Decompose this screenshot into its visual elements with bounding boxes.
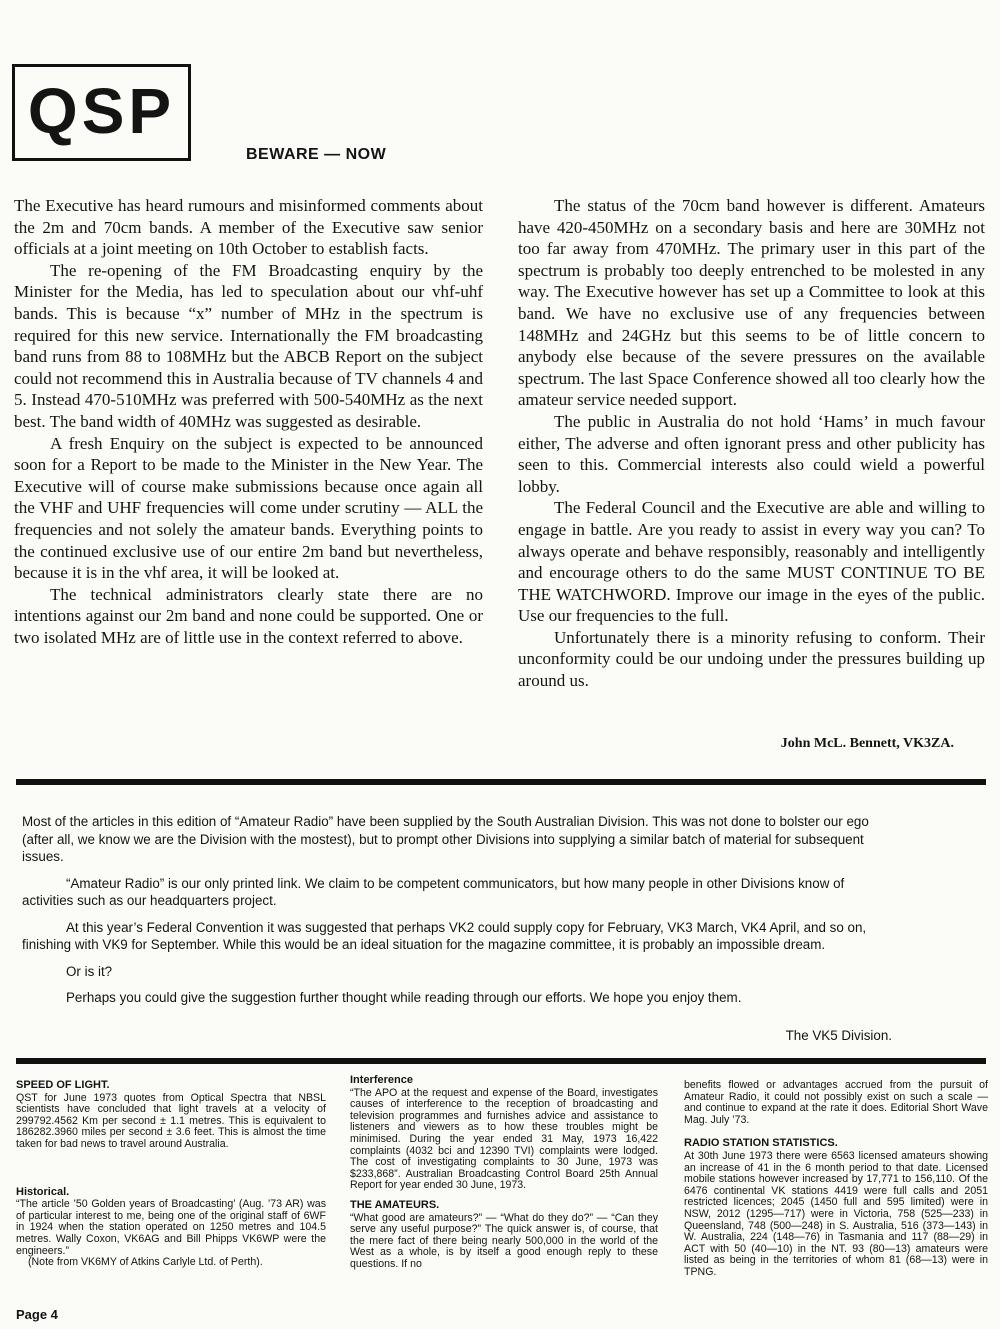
speed-of-light-heading: SPEED OF LIGHT. <box>16 1079 110 1091</box>
amateurs-heading: THE AMATEURS. <box>350 1198 440 1211</box>
bottom-column-1 <box>16 1080 326 1269</box>
page-number: Page 4 <box>16 1307 58 1322</box>
article-paragraph: A fresh Enquiry on the subject is expected to be announced soon for a Report to be made to the Minister in the New Year. The Executive will of course make submissions because once again all the VHF and UHF frequencies will come under scrutiny — ALL the frequencies and not solely the amateur bands. Everything points to the continued exclusive use of our entire 2m band but nevertheless, because it is in the vhf area, it will be looked at. <box>14 433 483 583</box>
article-heading: BEWARE — NOW <box>246 146 387 163</box>
article-left-column <box>14 195 483 648</box>
historical-text: “The article ’50 Golden years of Broadcasting’ (Aug. ’73 AR) was of particular interest to me, being one of the original staff of 6WF in 1924 when the station operated on 1250 metres and 104.5 metres. Wally Coxon, VK6AG and Bill Phipps VK6WP were the engineers.” <box>16 1198 326 1257</box>
article-paragraph: The public in Australia do not hold ‘Hams’ in much favour either, The adverse and often ignorant press and other publicity has seen to this. Commercial interests also could wield a powerful lobby. <box>518 411 985 496</box>
article-paragraph: The status of the 70cm band however is different. Amateurs have 420-450MHz on a secondary basis and here are 30MHz not too far away from 470MHz. The primary user in this part of the spectrum is probably too deeply entrenched to be molested in any way. The Executive however has set up a Committee to look at this band. We have no exclusive use of any frequencies between 148MHz and 24GHz but this seems to be of little concern to anybody else because of the severe pressures on the available spectrum. The last Space Conference showed all too clearly how the amateur service needed support. <box>518 196 985 410</box>
statistics-text: At 30th June 1973 there were 6563 licensed amateurs showing an increase of 41 in the 6 month period to that date. Licensed mobile stations however increased by 17,771 to 156,110. Of the 6476 continental VK stations 4419 were full calls and 2051 restricted licences; 2045 (1450 full and 595 limited) were in NSW, 2012 (1295—717) were in Victoria, 758 (525—233) in Queensland, 748 (500—248) in S. Australia, 516 (373—143) in W. Australia, 224 (148—76) in Tasmania and 117 (88—29) in ACT with 50 (40—10) in the NT. 93 (80—13) amateurs were listed as being in the territories of whom 81 (68—13) were in TPNG. <box>684 1149 988 1278</box>
amateurs-continued-text: benefits flowed or advantages accrued from the pursuit of Amateur Radio, it could not possibly exist on such a scale — and continue to expand at the rate it does. Editorial Short Wave Mag. July ’73. <box>684 1079 988 1126</box>
statistics-heading: RADIO STATION STATISTICS. <box>684 1137 838 1150</box>
article-signature: John McL. Bennett, VK3ZA. <box>780 736 954 751</box>
speed-of-light-text: QST for June 1973 quotes from Optical Spectra that NBSL scientists have concluded that light travels at a velocity of 299792.4562 Km per second ± 1.1 metres. This is equivalent to 186282.3960 miles per second ± 3.6 feet. This is almost the time taken for bad news to travel around Australia. <box>16 1091 326 1150</box>
bottom-column-2 <box>350 1075 658 1271</box>
divider-rule <box>16 779 986 785</box>
article-right-column <box>518 195 985 692</box>
interference-text: “The APO at the request and expense of the Board, investigates causes of interference to the reception of broadcasting and television programmes and furnishes advice and assistance to listeners and viewers as to how these troubles might be minimised. During the year ended 31 May, 1973 16,422 complaints (4032 bci and 12390 TVI) complaints were lodged. The cost of investigating complaints to 30 June, 1973 was $233,868”. Australian Broadcasting Control Board 25th Annual Report for year ended 30 June, 1973. <box>350 1086 658 1192</box>
amateurs-text: “What good are amateurs?” — “What do they do?” — “Can they serve any useful purpose?” The quick answer is, of course, that the mere fact of there being nearly 500,000 in the world of the West as a whole, is by itself a good enough reply to these questions. If no <box>350 1211 658 1270</box>
bottom-column-3 <box>684 1080 988 1279</box>
article-paragraph: The re-opening of the FM Broadcasting enquiry by the Minister for the Media, has led to speculation about our vhf-uhf bands. This is because “x” number of MHz in the spectrum is required for this new service. Internationally the FM broadcasting band runs from 88 to 108MHz but the ABCB Report on the subject could not recommend this in Australia because of TV channels 4 and 5. Instead 470-510MHz was preferred with 500-540MHz as the next best. The band width of 40MHz was suggested as desirable. <box>14 260 483 431</box>
article-paragraph: Unfortunately there is a minority refusing to conform. Their unconformity could be our undoing under the pressures building up around us. <box>518 627 985 691</box>
notice-paragraph: Or is it? <box>66 963 113 979</box>
divider-rule <box>16 1058 986 1064</box>
qsp-logo <box>12 64 191 161</box>
article-paragraph: The Federal Council and the Executive are able and willing to engage in battle. Are you ready to assist in every way you can? To always operate and behave responsibly, reasonably and intelligently and encourage others to do the same MUST CONTINUE TO BE THE WATCHWORD. Improve our image in the eyes of the public. Use our frequencies to the full. <box>518 498 985 626</box>
historical-note: (Note from VK6MY of Atkins Carlyle Ltd. of Perth). <box>28 1256 263 1269</box>
notice-paragraph: Most of the articles in this edition of “Amateur Radio” have been supplied by the South Australian Division. This was not done to bolster our ego (after all, we know we are the Division with the mostest), but to prompt other Divisions into supplying a similar batch of material for subsequent issues. <box>22 814 869 864</box>
article-paragraph: The technical administrators clearly state there are no intentions against our 2m band and none could be supported. One or two isolated MHz are of little use in the context referred to above. <box>14 584 483 647</box>
historical-heading: Historical. <box>16 1185 70 1198</box>
notice-paragraph: At this year’s Federal Convention it was suggested that perhaps VK2 could supply copy for February, VK3 March, VK4 April, and so on, finishing with VK9 for September. While this would be an ideal situation for the magazine committee, it is probably an impossible dream. <box>22 919 867 952</box>
division-notice <box>22 813 892 1016</box>
qsp-logo-text: QSP <box>27 75 176 147</box>
interference-heading: Interference <box>350 1074 413 1086</box>
notice-paragraph: Perhaps you could give the suggestion further thought while reading through our efforts. We hope you enjoy them. <box>66 990 742 1005</box>
notice-paragraph: “Amateur Radio” is our only printed link. We claim to be competent communicators, but how many people in other Divisions know of activities such as our headquarters project. <box>22 875 845 908</box>
notice-signoff: The VK5 Division. <box>785 1028 892 1043</box>
article-paragraph: The Executive has heard rumours and misinformed comments about the 2m and 70cm bands. A member of the Executive saw senior officials at a joint meeting on 10th October to establish facts. <box>14 196 483 259</box>
